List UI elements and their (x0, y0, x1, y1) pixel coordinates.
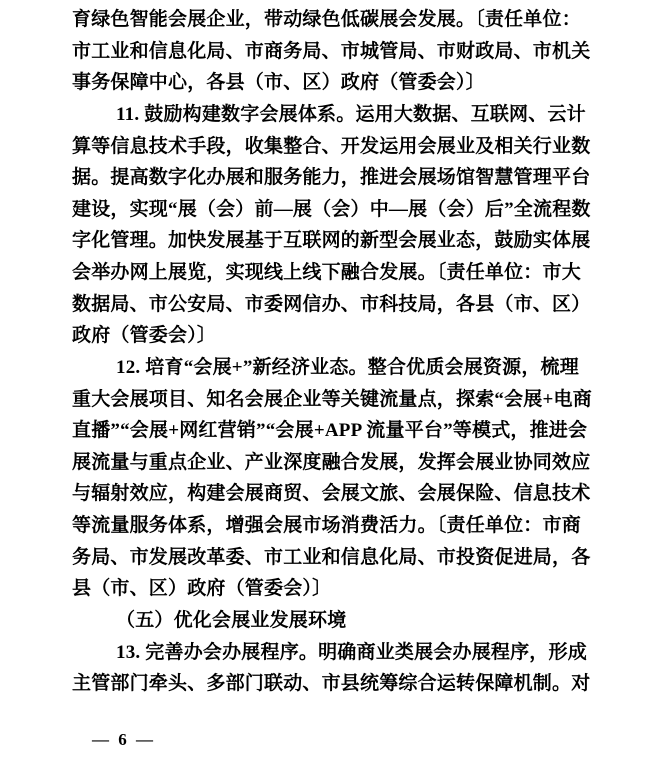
text-line: 县（市、区）政府（管委会）〕 (72, 578, 332, 600)
section-heading: （五）优化会展业发展环境 (116, 609, 347, 631)
text-line: 建设，实现“展（会）前—展（会）中—展（会）后”全流程数 (72, 198, 591, 220)
text-line: 13. 完善办会办展程序。明确商业类展会办展程序，形成 (116, 641, 587, 663)
text-line: 重大会展项目、知名会展企业等关键流量点，探索“会展+电商 (72, 388, 592, 410)
text-line: 会举办网上展览，实现线上线下融合发展。〔责任单位：市大 (72, 262, 581, 283)
text-line: 数据局、市公安局、市委网信办、市科技局，各县（市、区） (72, 293, 591, 315)
text-line: 12. 培育“会展+”新经济业态。整合优质会展资源，梳理 (116, 356, 579, 378)
text-line: 育绿色智能会展企业，带动绿色低碳展会发展。〔责任单位： (72, 9, 581, 30)
text-line: 与辐射效应，构建会展商贸、会展文旅、会展保险、信息技术 (72, 483, 591, 505)
text-line: 11. 鼓励构建数字会展体系。运用大数据、互联网、云计 (116, 103, 586, 125)
page-number: — 6 — (92, 730, 156, 749)
text-line: 字化管理。加快发展基于互联网的新型会展业态，鼓励实体展 (72, 230, 591, 252)
text-line: 市工业和信息化局、市商务局、市城管局、市财政局、市机关 (72, 40, 591, 62)
text-line: 据。提高数字化办展和服务能力，推进会展场馆智慧管理平台 (72, 167, 591, 189)
text-line: 算等信息技术手段，收集整合、开发运用会展业及相关行业数 (72, 135, 591, 157)
text-line: 直播”“会展+网红营销”“会展+APP 流量平台”等模式，推进会 (72, 420, 588, 442)
text-line: 事务保障中心，各县（市、区）政府（管委会）〕 (72, 72, 485, 94)
text-line: 等流量服务体系，增强会展市场消费活力。〔责任单位：市商 (72, 515, 581, 536)
text-line: 政府（管委会）〕 (72, 325, 217, 347)
text-line: 主管部门牵头、多部门联动、市县统筹综合运转保障机制。对 (72, 673, 591, 695)
document-body (72, 4, 592, 700)
text-line: 务局、市发展改革委、市工业和信息化局、市投资促进局，各 (72, 546, 591, 568)
text-line: 展流量与重点企业、产业深度融合发展，发挥会展业协同效应 (72, 451, 591, 473)
